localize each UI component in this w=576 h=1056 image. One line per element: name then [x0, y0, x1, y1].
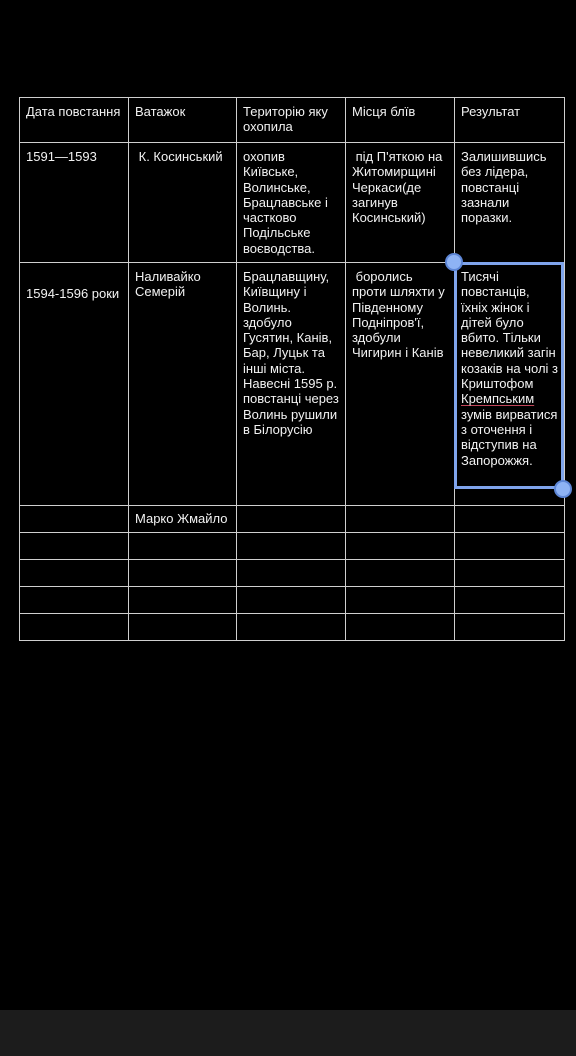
- table-cell[interactable]: [129, 560, 237, 587]
- table-header-row: [20, 98, 565, 143]
- table-cell[interactable]: [129, 587, 237, 614]
- table-cell[interactable]: [455, 533, 565, 560]
- header-cell-result[interactable]: [455, 98, 565, 143]
- table-cell[interactable]: [237, 560, 346, 587]
- header-cell-leader[interactable]: [129, 98, 237, 143]
- table-cell[interactable]: [237, 263, 346, 506]
- header-leader-label: Ватажок: [135, 104, 186, 119]
- table-cell[interactable]: [237, 614, 346, 641]
- table-cell[interactable]: [20, 533, 129, 560]
- table-cell[interactable]: [455, 587, 565, 614]
- header-battles-label: Місця блїв: [352, 104, 416, 119]
- cell-territory: охопив Київське, Волинське, Брацлавське і частково Подільське воєводства.: [243, 149, 328, 256]
- table-row: [20, 506, 565, 533]
- table-cell[interactable]: [346, 614, 455, 641]
- table-cell[interactable]: [455, 614, 565, 641]
- table-cell[interactable]: [237, 533, 346, 560]
- selected-table-cell[interactable]: [455, 263, 565, 506]
- spellcheck-underlined-word: Кремпським: [461, 391, 535, 407]
- cell-date: 1594-1596 роки: [26, 286, 120, 301]
- table-row: [20, 533, 565, 560]
- table-cell[interactable]: [129, 506, 237, 533]
- selection-end-handle[interactable]: [554, 480, 572, 498]
- cell-battles: під П'яткою на Житомирщині Черкаси(де загинув Косинський): [352, 149, 447, 226]
- table-cell[interactable]: [455, 506, 565, 533]
- table-cell[interactable]: [129, 143, 237, 263]
- table-cell[interactable]: [237, 143, 346, 263]
- table-row: [20, 560, 565, 587]
- cell-leader: Марко Жмайло: [135, 511, 228, 526]
- table-row: [20, 143, 565, 263]
- table-cell[interactable]: [455, 143, 565, 263]
- cell-leader: Наливайко Семерій: [135, 269, 201, 300]
- table-row: [20, 614, 565, 641]
- table-cell[interactable]: [20, 614, 129, 641]
- cell-leader: К. Косинський: [135, 149, 223, 164]
- header-cell-territory[interactable]: [237, 98, 346, 143]
- table-row: [20, 263, 565, 506]
- table-cell[interactable]: [20, 506, 129, 533]
- table-row: [20, 587, 565, 614]
- table-cell[interactable]: [20, 587, 129, 614]
- table-cell[interactable]: [346, 560, 455, 587]
- table-cell[interactable]: [129, 263, 237, 506]
- uprisings-table: [19, 97, 565, 641]
- header-territory-label: Територію яку охопила: [243, 104, 328, 135]
- result-text-start: Тисячі повстанців, їхніх жінок і дітей було вбито. Тільки невеликий загін козаків на чолі з Криштофом: [461, 269, 558, 392]
- table-cell[interactable]: [129, 533, 237, 560]
- bottom-toolbar: [0, 1010, 576, 1056]
- header-cell-battles[interactable]: [346, 98, 455, 143]
- table-cell[interactable]: [346, 533, 455, 560]
- cell-battles: боролись проти шляхти у Південному Подніпров'ї, здобули Чигирин і Канів: [352, 269, 449, 361]
- table-cell[interactable]: [346, 143, 455, 263]
- cell-result: Залишившись без лідера, повстанці зазнали поразки.: [461, 149, 547, 226]
- selection-start-handle[interactable]: [445, 253, 463, 271]
- table-cell[interactable]: [346, 587, 455, 614]
- table-cell[interactable]: [20, 560, 129, 587]
- result-text-end: зумів вирватися з оточення і відступив на Запорожжя.: [461, 406, 558, 468]
- table-cell[interactable]: [20, 263, 129, 506]
- table-cell[interactable]: [237, 587, 346, 614]
- header-result-label: Результат: [461, 104, 521, 119]
- header-cell-date[interactable]: [20, 98, 129, 143]
- table-cell[interactable]: [237, 506, 346, 533]
- cell-result: [461, 269, 558, 468]
- cell-territory: Брацлавщину, Київщину і Волинь. здобуло Гусятин, Канів, Бар, Луцьк та інші міста. Навесні 1595 р. повстанці через Волинь рушили в Білорусію: [243, 269, 339, 437]
- header-date-label: Дата повстання: [26, 104, 121, 119]
- table-cell[interactable]: [346, 506, 455, 533]
- cell-date: 1591—1593: [26, 149, 97, 164]
- table-cell[interactable]: [20, 143, 129, 263]
- table-cell[interactable]: [346, 263, 455, 506]
- table-cell[interactable]: [455, 560, 565, 587]
- table-cell[interactable]: [129, 614, 237, 641]
